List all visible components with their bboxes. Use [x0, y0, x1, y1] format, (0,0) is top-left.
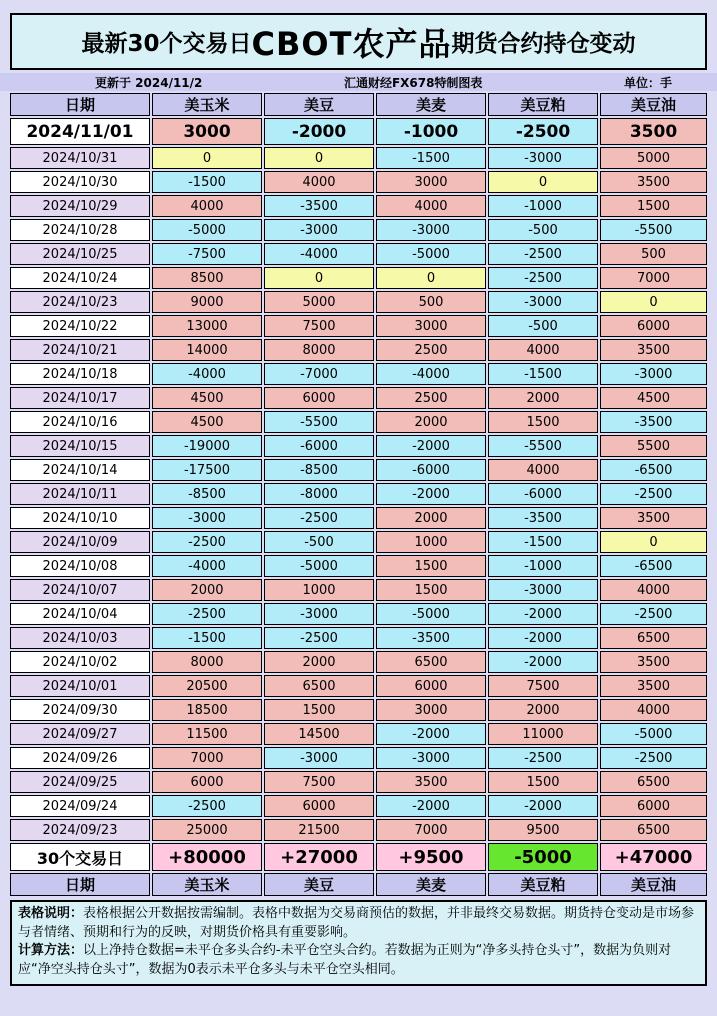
unit-label: 单位：手 — [623, 75, 672, 90]
value-cell: -500 — [488, 219, 598, 241]
date-cell: 2024/10/04 — [10, 603, 150, 625]
footer-column-date: 日期 — [10, 873, 150, 896]
value-cell: -2500 — [600, 483, 707, 505]
value-cell: 4000 — [376, 195, 486, 217]
value-cell: -2500 — [488, 118, 598, 145]
value-cell: -3000 — [488, 147, 598, 169]
value-cell: 20500 — [152, 675, 262, 697]
value-cell: -2000 — [376, 483, 486, 505]
date-cell: 2024/10/18 — [10, 363, 150, 385]
table-row — [10, 118, 707, 145]
value-cell: -5000 — [376, 603, 486, 625]
table-row — [10, 267, 707, 289]
value-cell: 6000 — [264, 387, 374, 409]
date-cell: 2024/09/23 — [10, 819, 150, 841]
value-cell: 2000 — [376, 411, 486, 433]
value-cell: -8000 — [264, 483, 374, 505]
value-cell: 0 — [376, 267, 486, 289]
table-row — [10, 603, 707, 625]
table-row — [10, 507, 707, 529]
column-header-soybean: 美豆 — [264, 93, 374, 116]
table-row — [10, 579, 707, 601]
value-cell: 3500 — [600, 339, 707, 361]
page — [0, 13, 717, 986]
date-cell: 2024/10/15 — [10, 435, 150, 457]
value-cell: 11500 — [152, 723, 262, 745]
updated-label: 更新于 2024/11/2 — [95, 75, 203, 90]
value-cell: 3000 — [376, 171, 486, 193]
notes-box — [10, 900, 707, 986]
value-cell: -4000 — [152, 555, 262, 577]
table-row — [10, 747, 707, 769]
value-cell: -2500 — [264, 507, 374, 529]
footer-header-row — [10, 873, 707, 896]
value-cell: 7500 — [488, 675, 598, 697]
value-cell: 1000 — [376, 531, 486, 553]
value-cell: 1500 — [488, 411, 598, 433]
value-cell: 1500 — [376, 579, 486, 601]
value-cell: -1500 — [488, 363, 598, 385]
value-cell: 6500 — [600, 627, 707, 649]
value-cell: 4000 — [600, 579, 707, 601]
summary-value-cell: +47000 — [600, 843, 707, 871]
column-header-soyoil: 美豆油 — [600, 93, 707, 116]
value-cell: 6500 — [264, 675, 374, 697]
value-cell: 0 — [264, 267, 374, 289]
value-cell: 8500 — [152, 267, 262, 289]
value-cell: 3000 — [376, 699, 486, 721]
date-cell: 2024/10/08 — [10, 555, 150, 577]
value-cell: 3500 — [600, 675, 707, 697]
value-cell: -2500 — [152, 795, 262, 817]
value-cell: -1000 — [488, 555, 598, 577]
table-row — [10, 339, 707, 361]
value-cell: -1000 — [376, 118, 486, 145]
value-cell: -5000 — [600, 723, 707, 745]
value-cell: -3000 — [376, 747, 486, 769]
value-cell: -2500 — [152, 531, 262, 553]
table-row — [10, 435, 707, 457]
value-cell: 4500 — [152, 411, 262, 433]
summary-label-cell: 30个交易日 — [10, 843, 150, 871]
table-row — [10, 771, 707, 793]
table-row — [10, 147, 707, 169]
date-cell: 2024/09/24 — [10, 795, 150, 817]
value-cell: -5000 — [152, 219, 262, 241]
table-row — [10, 363, 707, 385]
value-cell: 4000 — [152, 195, 262, 217]
value-cell: -500 — [264, 531, 374, 553]
date-cell: 2024/10/21 — [10, 339, 150, 361]
method-note-text: 以上净持仓数据=未平仓多头合约-未平仓空头合约。若数据为正则为“净多头持仓头寸”，数据为负则对应“净空头持仓头寸”，数据为0表示未平仓多头与未平仓空头相同。 — [18, 943, 672, 978]
value-cell: 1500 — [376, 555, 486, 577]
value-cell: -1500 — [152, 627, 262, 649]
title-prefix: 最新30个交易日 — [81, 31, 252, 57]
date-cell: 2024/10/22 — [10, 315, 150, 337]
value-cell: 1500 — [264, 699, 374, 721]
value-cell: -2500 — [264, 627, 374, 649]
value-cell: -6500 — [600, 459, 707, 481]
value-cell: -8500 — [152, 483, 262, 505]
value-cell: -3000 — [152, 507, 262, 529]
value-cell: -7500 — [152, 243, 262, 265]
value-cell: -3000 — [488, 291, 598, 313]
value-cell: 5500 — [600, 435, 707, 457]
value-cell: -6000 — [488, 483, 598, 505]
value-cell: -2500 — [152, 603, 262, 625]
table-row — [10, 219, 707, 241]
footer-column-wheat: 美麦 — [376, 873, 486, 896]
summary-value-cell: +27000 — [264, 843, 374, 871]
table-row — [10, 411, 707, 433]
date-cell: 2024/09/25 — [10, 771, 150, 793]
value-cell: 6000 — [376, 675, 486, 697]
table-row — [10, 483, 707, 505]
table-row — [10, 291, 707, 313]
value-cell: -4000 — [152, 363, 262, 385]
value-cell: 3500 — [600, 507, 707, 529]
date-cell: 2024/09/26 — [10, 747, 150, 769]
value-cell: -3500 — [376, 627, 486, 649]
table-note-text: 表格根据公开数据按需编制。表格中数据为交易商预估的数据，并非最终交易数据。期货持仓变动是市场参与者情绪、预期和行为的反映，对期货价格具有重要影响。 — [18, 906, 695, 940]
value-cell: 0 — [600, 531, 707, 553]
value-cell: -1500 — [488, 531, 598, 553]
table-body — [10, 118, 707, 841]
summary-row — [10, 843, 707, 871]
value-cell: -3500 — [264, 195, 374, 217]
value-cell: -2500 — [600, 747, 707, 769]
date-cell: 2024/10/10 — [10, 507, 150, 529]
value-cell: 6000 — [600, 315, 707, 337]
value-cell: 4500 — [152, 387, 262, 409]
subtitle-strip — [0, 73, 717, 91]
date-cell: 2024/10/31 — [10, 147, 150, 169]
table-row — [10, 723, 707, 745]
value-cell: -2000 — [488, 627, 598, 649]
table-row — [10, 315, 707, 337]
value-cell: 6500 — [376, 651, 486, 673]
date-cell: 2024/10/01 — [10, 675, 150, 697]
date-cell: 2024/10/16 — [10, 411, 150, 433]
value-cell: 5000 — [264, 291, 374, 313]
value-cell: -19000 — [152, 435, 262, 457]
value-cell: 6000 — [152, 771, 262, 793]
value-cell: 8000 — [152, 651, 262, 673]
value-cell: 2000 — [488, 387, 598, 409]
value-cell: 5000 — [600, 147, 707, 169]
value-cell: -5500 — [488, 435, 598, 457]
value-cell: -4000 — [376, 363, 486, 385]
value-cell: 6500 — [600, 771, 707, 793]
table-row — [10, 555, 707, 577]
value-cell: 1500 — [600, 195, 707, 217]
value-cell: -1000 — [488, 195, 598, 217]
value-cell: 0 — [600, 291, 707, 313]
date-cell: 2024/10/29 — [10, 195, 150, 217]
value-cell: -2500 — [488, 747, 598, 769]
method-note — [18, 942, 699, 979]
value-cell: 2500 — [376, 387, 486, 409]
value-cell: 11000 — [488, 723, 598, 745]
value-cell: 9000 — [152, 291, 262, 313]
value-cell: 4000 — [600, 699, 707, 721]
value-cell: 7000 — [600, 267, 707, 289]
footer-column-soybean: 美豆 — [264, 873, 374, 896]
value-cell: 2000 — [376, 507, 486, 529]
value-cell: 2500 — [376, 339, 486, 361]
value-cell: 8000 — [264, 339, 374, 361]
date-cell: 2024/09/27 — [10, 723, 150, 745]
value-cell: -3000 — [264, 603, 374, 625]
value-cell: -3000 — [600, 363, 707, 385]
value-cell: 18500 — [152, 699, 262, 721]
date-cell: 2024/10/09 — [10, 531, 150, 553]
column-header-soymeal: 美豆粕 — [488, 93, 598, 116]
value-cell: -2000 — [488, 795, 598, 817]
value-cell: -2000 — [488, 603, 598, 625]
value-cell: -2500 — [488, 267, 598, 289]
table-row — [10, 531, 707, 553]
value-cell: 6000 — [264, 795, 374, 817]
value-cell: 0 — [488, 171, 598, 193]
value-cell: -3500 — [488, 507, 598, 529]
date-cell: 2024/10/25 — [10, 243, 150, 265]
positions-table — [8, 91, 709, 898]
date-cell: 2024/10/17 — [10, 387, 150, 409]
value-cell: 0 — [264, 147, 374, 169]
value-cell: 1500 — [488, 771, 598, 793]
value-cell: 1000 — [264, 579, 374, 601]
value-cell: 14000 — [152, 339, 262, 361]
summary-value-cell: +80000 — [152, 843, 262, 871]
value-cell: -2500 — [488, 243, 598, 265]
value-cell: 500 — [600, 243, 707, 265]
value-cell: 7000 — [376, 819, 486, 841]
value-cell: 4000 — [264, 171, 374, 193]
footer-column-soyoil: 美豆油 — [600, 873, 707, 896]
value-cell: 4500 — [600, 387, 707, 409]
value-cell: -3000 — [264, 747, 374, 769]
header-row — [10, 93, 707, 116]
date-cell: 2024/10/07 — [10, 579, 150, 601]
value-cell: -4000 — [264, 243, 374, 265]
table-row — [10, 795, 707, 817]
value-cell: -5000 — [376, 243, 486, 265]
date-cell: 2024/10/11 — [10, 483, 150, 505]
value-cell: 0 — [152, 147, 262, 169]
value-cell: -3000 — [264, 219, 374, 241]
table-row — [10, 819, 707, 841]
value-cell: -8500 — [264, 459, 374, 481]
value-cell: 13000 — [152, 315, 262, 337]
table-row — [10, 243, 707, 265]
value-cell: 9500 — [488, 819, 598, 841]
method-note-label: 计算方法： — [18, 943, 84, 959]
summary-value-cell: -5000 — [488, 843, 598, 871]
title-suffix: 期货合约持仓变动 — [451, 31, 636, 57]
value-cell: 7000 — [152, 747, 262, 769]
value-cell: 3500 — [376, 771, 486, 793]
value-cell: -1500 — [376, 147, 486, 169]
title-highlight: CBOT农产品 — [251, 24, 452, 63]
date-cell: 2024/10/24 — [10, 267, 150, 289]
value-cell: -2000 — [376, 435, 486, 457]
value-cell: 2000 — [152, 579, 262, 601]
value-cell: -7000 — [264, 363, 374, 385]
value-cell: 3500 — [600, 651, 707, 673]
footer-column-corn: 美玉米 — [152, 873, 262, 896]
value-cell: 25000 — [152, 819, 262, 841]
value-cell: -3500 — [600, 411, 707, 433]
value-cell: -2500 — [600, 603, 707, 625]
date-cell: 2024/11/01 — [10, 118, 150, 145]
value-cell: 7500 — [264, 771, 374, 793]
value-cell: -5500 — [264, 411, 374, 433]
date-cell: 2024/10/30 — [10, 171, 150, 193]
value-cell: 4000 — [488, 459, 598, 481]
value-cell: 2000 — [488, 699, 598, 721]
table-row — [10, 171, 707, 193]
value-cell: 3500 — [600, 171, 707, 193]
value-cell: -2000 — [264, 118, 374, 145]
source-label: 汇通财经FX678特制图表 — [343, 75, 483, 90]
value-cell: 3500 — [600, 118, 707, 145]
value-cell: -500 — [488, 315, 598, 337]
date-cell: 2024/09/30 — [10, 699, 150, 721]
summary-value-cell: +9500 — [376, 843, 486, 871]
value-cell: 21500 — [264, 819, 374, 841]
value-cell: -17500 — [152, 459, 262, 481]
table-row — [10, 459, 707, 481]
value-cell: 14500 — [264, 723, 374, 745]
date-cell: 2024/10/28 — [10, 219, 150, 241]
value-cell: -1500 — [152, 171, 262, 193]
table-note — [18, 905, 699, 942]
column-header-wheat: 美麦 — [376, 93, 486, 116]
value-cell: -3000 — [376, 219, 486, 241]
value-cell: -2000 — [376, 723, 486, 745]
date-cell: 2024/10/14 — [10, 459, 150, 481]
value-cell: 3000 — [376, 315, 486, 337]
value-cell: -5500 — [600, 219, 707, 241]
table-row — [10, 699, 707, 721]
value-cell: -5000 — [264, 555, 374, 577]
value-cell: 3000 — [152, 118, 262, 145]
title-banner — [10, 13, 707, 70]
value-cell: -2000 — [376, 795, 486, 817]
date-cell: 2024/10/03 — [10, 627, 150, 649]
footer-column-soymeal: 美豆粕 — [488, 873, 598, 896]
value-cell: 500 — [376, 291, 486, 313]
value-cell: -3000 — [488, 579, 598, 601]
date-cell: 2024/10/02 — [10, 651, 150, 673]
value-cell: -2000 — [488, 651, 598, 673]
value-cell: 7500 — [264, 315, 374, 337]
value-cell: -6000 — [376, 459, 486, 481]
table-row — [10, 387, 707, 409]
value-cell: -6500 — [600, 555, 707, 577]
value-cell: 6500 — [600, 819, 707, 841]
table-row — [10, 627, 707, 649]
column-header-corn: 美玉米 — [152, 93, 262, 116]
value-cell: 2000 — [264, 651, 374, 673]
table-row — [10, 675, 707, 697]
value-cell: 6000 — [600, 795, 707, 817]
table-row — [10, 651, 707, 673]
column-header-date: 日期 — [10, 93, 150, 116]
table-row — [10, 195, 707, 217]
value-cell: 4000 — [488, 339, 598, 361]
value-cell: -6000 — [264, 435, 374, 457]
table-note-label: 表格说明： — [18, 906, 84, 921]
date-cell: 2024/10/23 — [10, 291, 150, 313]
